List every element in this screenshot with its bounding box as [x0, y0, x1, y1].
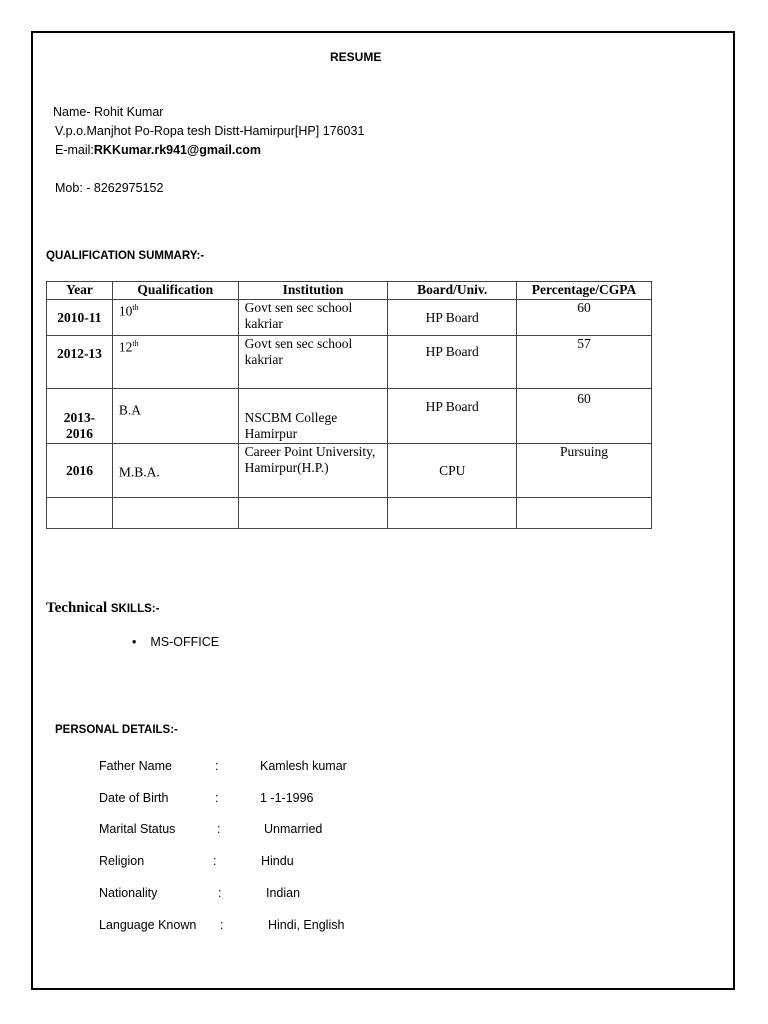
candidate-email-line — [55, 141, 261, 160]
candidate-mobile: Mob: - 8262975152 — [55, 181, 164, 195]
cell-qualification — [112, 300, 238, 336]
detail-value-marital: Unmarried — [264, 822, 323, 836]
detail-label-father: Father Name — [99, 759, 172, 773]
detail-label-language: Language Known — [99, 918, 197, 932]
cell-percentage: 57 — [517, 336, 652, 389]
bullet-icon: • — [132, 635, 137, 649]
detail-colon: : — [220, 918, 224, 932]
detail-label-dob: Date of Birth — [99, 791, 169, 805]
cell-year: 2016 — [47, 444, 113, 498]
detail-colon: : — [218, 886, 222, 900]
detail-label-religion: Religion — [99, 854, 145, 868]
table-header-row — [47, 282, 652, 300]
resume-page — [31, 31, 735, 990]
skill-item-label: MS-OFFICE — [150, 635, 220, 649]
email-label: E-mail: — [55, 143, 94, 157]
qualification-text: B.A — [118, 402, 142, 418]
qualification-text: 12 — [118, 339, 133, 355]
detail-value-nationality: Indian — [266, 886, 301, 900]
detail-value-father: Kamlesh kumar — [260, 759, 347, 773]
detail-label-marital: Marital Status — [99, 822, 176, 836]
cell-board: CPU — [388, 444, 517, 498]
cell-institution: Career Point University, Hamirpur(H.P.) — [238, 444, 388, 498]
detail-colon: : — [215, 791, 219, 805]
table-row — [47, 336, 652, 389]
col-header-institution: Institution — [238, 282, 388, 300]
cell-percentage: 60 — [517, 389, 652, 444]
qualification-sup: th — [132, 303, 139, 312]
detail-value-religion: Hindu — [261, 854, 294, 868]
skills-heading-main: Technical — [46, 600, 111, 616]
cell-board: HP Board — [388, 300, 517, 336]
table-row-empty — [47, 498, 652, 529]
qualification-text: M.B.A. — [118, 464, 160, 480]
document-title: RESUME — [330, 50, 382, 64]
candidate-name: Name- Rohit Kumar — [53, 105, 164, 119]
skill-item — [132, 635, 219, 649]
cell-institution: Govt sen sec school kakriar — [238, 336, 388, 389]
table-row — [47, 300, 652, 336]
table-row — [47, 389, 652, 444]
cell-institution: Govt sen sec school kakriar — [238, 300, 388, 336]
cell-board: HP Board — [388, 336, 517, 389]
cell-percentage: 60 — [517, 300, 652, 336]
col-header-board: Board/Univ. — [388, 282, 517, 300]
col-header-percentage: Percentage/CGPA — [517, 282, 652, 300]
cell-qualification — [112, 389, 238, 444]
qualification-heading: QUALIFICATION SUMMARY:- — [46, 250, 205, 262]
detail-label-nationality: Nationality — [99, 886, 158, 900]
skills-heading-small: SKILLS:- — [110, 603, 160, 615]
qualification-sup: th — [132, 339, 139, 348]
empty-cell — [388, 498, 517, 529]
table-row — [47, 444, 652, 498]
empty-cell — [238, 498, 388, 529]
cell-qualification — [112, 444, 238, 498]
candidate-address: V.p.o.Manjhot Po-Ropa tesh Distt-Hamirpur[HP] 176031 — [55, 124, 365, 138]
empty-cell — [112, 498, 238, 529]
detail-colon: : — [215, 759, 219, 773]
empty-cell — [47, 498, 113, 529]
email-value: RKKumar.rk941@gmail.com — [93, 143, 262, 157]
cell-qualification — [112, 336, 238, 389]
personal-details-heading: PERSONAL DETAILS:- — [55, 724, 178, 736]
detail-colon: : — [213, 854, 217, 868]
qualification-text: 10 — [118, 303, 133, 319]
col-header-year: Year — [47, 282, 113, 300]
detail-value-language: Hindi, English — [268, 918, 345, 932]
cell-board: HP Board — [388, 389, 517, 444]
cell-year: 2012-13 — [47, 336, 113, 389]
cell-year: 2010-11 — [47, 300, 113, 336]
col-header-qualification: Qualification — [112, 282, 238, 300]
qualification-table — [46, 281, 652, 529]
detail-value-dob: 1 -1-1996 — [260, 791, 314, 805]
detail-colon: : — [217, 822, 221, 836]
cell-institution: NSCBM College Hamirpur — [238, 389, 388, 444]
cell-percentage: Pursuing — [517, 444, 652, 498]
skills-heading — [46, 600, 159, 617]
cell-year: 2013-2016 — [47, 389, 113, 444]
empty-cell — [517, 498, 652, 529]
